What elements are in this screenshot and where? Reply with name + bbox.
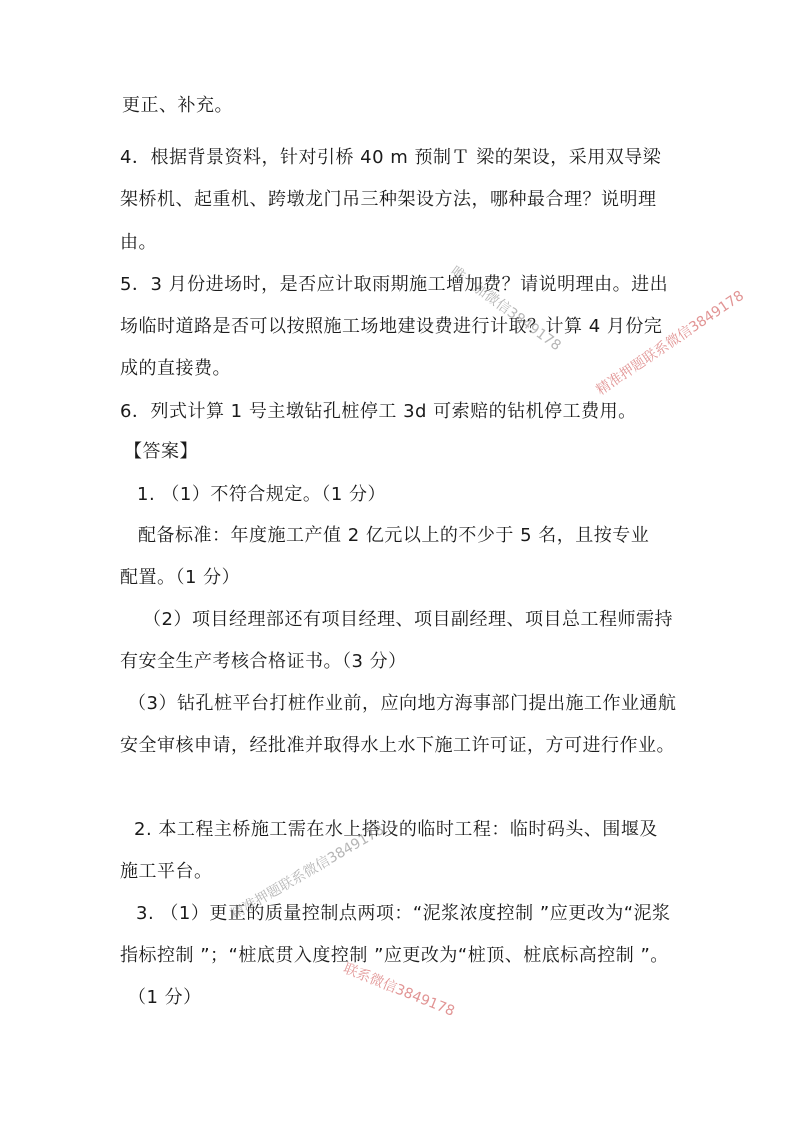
text-line: 架桥机、起重机、跨墩龙门吊三种架设方法，哪种最合理？说明理 <box>120 189 657 210</box>
text-line: 指标控制 ”；“桩底贯入度控制 ”应更改为“桩顶、桩底标高控制 ”。 <box>120 945 669 966</box>
watermark-text: 精准押题联系微信3849178 <box>228 821 387 923</box>
text-line: （3）钻孔桩平台打桩作业前，应向地方海事部门提出施工作业通航 <box>128 693 677 714</box>
text-line: 4．根据背景资料，针对引桥 40 m 预制Ｔ 梁的架设，采用双导梁 <box>120 147 662 168</box>
text-line: 配置。（1 分） <box>120 567 241 588</box>
text-line: 3. （1）更正的质量控制点两项：“泥浆浓度控制 ”应更改为“泥浆 <box>136 903 671 924</box>
text-line: 2. 本工程主桥施工需在水上搭设的临时工程：临时码头、围堰及 <box>134 819 658 840</box>
text-line: 由。 <box>120 232 157 253</box>
text-line: 安全审核申请，经批准并取得水上水下施工许可证，方可进行作业。 <box>120 735 675 756</box>
text-line: 1. （1）不符合规定。（1 分） <box>137 484 387 505</box>
watermark-text: 唯一加微信3849178 <box>447 263 564 355</box>
text-line: 施工平台。 <box>120 861 213 882</box>
text-line: 场临时道路是否可以按照施工场地建设费进行计取？计算 4 月份完 <box>120 316 663 337</box>
text-line: 6．列式计算 1 号主墩钻孔桩停工 3d 可索赔的钻机停工费用。 <box>120 401 637 422</box>
text-line: 更正、补充。 <box>122 95 233 116</box>
text-line: 有安全生产考核合格证书。（3 分） <box>120 651 407 672</box>
answer-heading: 【答案】 <box>124 441 198 462</box>
watermark-text: 精准押题联系微信3849178 <box>593 287 748 399</box>
text-line: （2）项目经理部还有项目经理、项目副经理、项目总工程师需持 <box>143 609 673 630</box>
text-line: （1 分） <box>128 987 202 1008</box>
text-line: 成的直接费。 <box>120 358 231 379</box>
text-line: 5．3 月份进场时，是否应计取雨期施工增加费？请说明理由。进出 <box>120 274 669 295</box>
watermark-text: 联系微信3849178 <box>341 960 457 1020</box>
text-line: 配备标准：年度施工产值 2 亿元以上的不少于 5 名，且按专业 <box>138 525 650 546</box>
